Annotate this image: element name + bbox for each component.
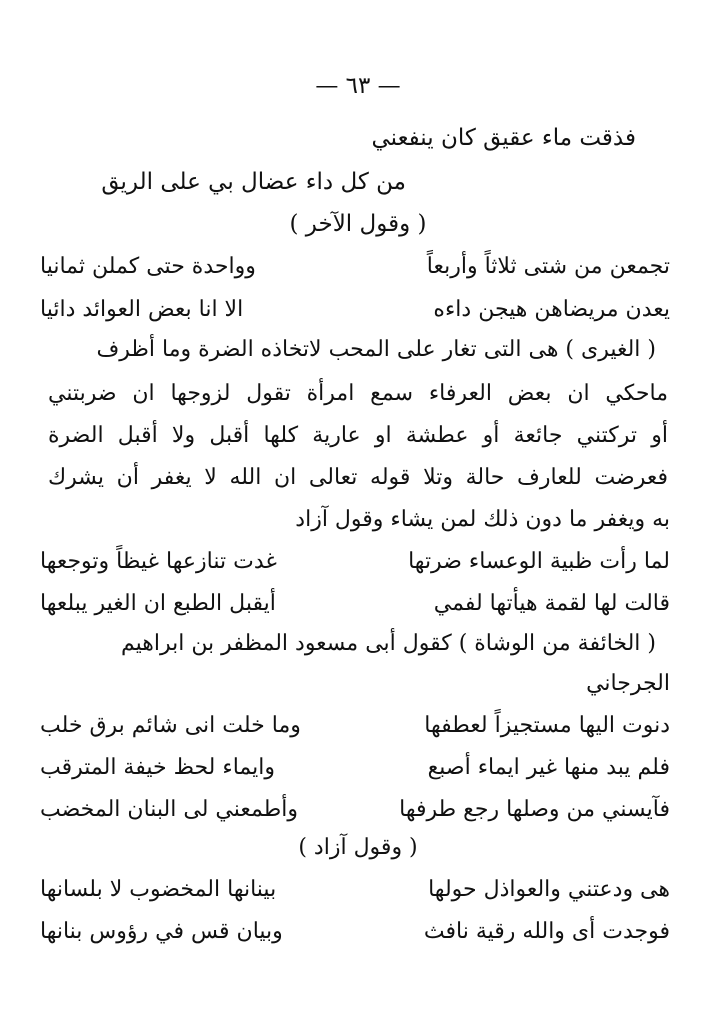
verse-row — [40, 247, 670, 287]
verse-row — [40, 748, 670, 788]
hemistich: بينانها المخضوب لا بلسانها — [40, 877, 277, 902]
verse-row — [40, 706, 670, 746]
verse-row — [40, 542, 670, 582]
hemistich: فوجدت أى والله رقية نافث — [423, 919, 670, 944]
prose-line: ( الخائفة من الوشاة ) كقول أبى مسعود المظفر بن ابراهيم — [120, 631, 656, 656]
section-heading: ( وقول الآخر ) — [289, 211, 427, 237]
prose-line: ( الغيرى ) هى التى تغار على المحب لاتخاذه الضرة وما أظرف — [96, 337, 656, 362]
verse-row — [40, 790, 670, 830]
hemistich: وايماء لحظ خيفة المترقب — [40, 755, 275, 780]
hemistich: فلم يبد منها غير ايماء أصبع — [427, 755, 670, 780]
hemistich: دنوت اليها مستجيزاً لعطفها — [424, 713, 670, 738]
hemistich: هى ودعتني والعواذل حولها — [428, 877, 670, 902]
verse-row — [40, 290, 670, 330]
hemistich: قالت لها لقمة هيأتها لفمي — [433, 591, 670, 616]
hemistich: وما خلت انى شائم برق خلب — [40, 713, 301, 738]
verse-row — [40, 912, 670, 952]
page-number: — ٦٣ — — [315, 73, 401, 99]
hemistich: وواحدة حتى كملن ثمانيا — [40, 254, 256, 279]
hemistich: أيقبل الطبع ان الغير يبلعها — [40, 591, 276, 616]
hemistich: فآيسني من وصلها رجع طرفها — [399, 797, 670, 822]
hemistich: وبيان قس في رؤوس بنانها — [40, 919, 283, 944]
hemistich: لما رأت ظبية الوعساء ضرتها — [408, 549, 670, 574]
hemistich: غدت تنازعها غيظاً وتوجعها — [40, 549, 277, 574]
verse-row — [40, 870, 670, 910]
hemistich: الا انا بعض العوائد دائيا — [40, 297, 244, 322]
verse-row — [40, 584, 670, 624]
verse-line: من كل داء عضال بي على الريق — [101, 169, 406, 195]
hemistich: وأطمعني لى البنان المخضب — [40, 797, 298, 822]
hemistich: تجمعن من شتى ثلاثاً وأربعاً — [426, 254, 670, 279]
section-heading: ( وقول آزاد ) — [298, 835, 418, 860]
prose-line: ماحكي ان بعض العرفاء سمع امرأة تقول لزوجها ان ضربتني — [48, 381, 668, 406]
prose-line: الجرجاني — [586, 671, 670, 696]
verse-line: فذقت ماء عقيق كان ينفعني — [371, 125, 636, 151]
prose-line: فعرضت للعارف حالة وتلا قوله تعالى ان الله لا يغفر أن يشرك — [48, 465, 668, 490]
prose-line: أو تركتني جائعة أو عطشة او عارية كلها أقبل ولا أقبل الضرة — [48, 423, 668, 448]
hemistich: يعدن مريضاهن هيجن داءه — [433, 297, 670, 322]
prose-line: به ويغفر ما دون ذلك لمن يشاء وقول آزاد — [295, 507, 670, 532]
